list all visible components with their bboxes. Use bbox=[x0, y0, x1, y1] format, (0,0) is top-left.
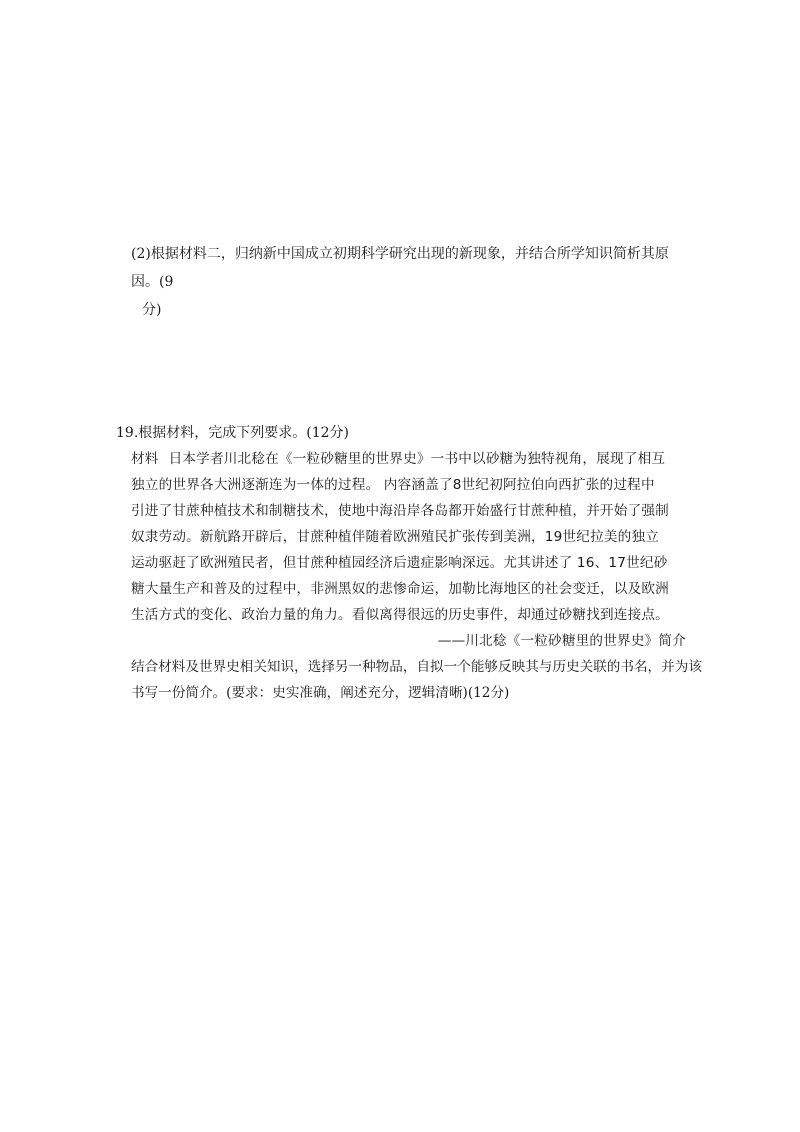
material-line: 引进了甘蔗种植技术和制糖技术，使地中海沿岸各岛都开始盛行甘蔗种植，并开始了强制 bbox=[131, 503, 669, 519]
question-2 bbox=[131, 240, 691, 324]
question-2-line-2: 分) bbox=[142, 302, 162, 318]
material-line: 生活方式的变化、政治力量的角力。看似离得很远的历史事件，却通过砂糖找到连接点。 bbox=[131, 607, 669, 623]
task-line: 书写一份简介。(要求：史实准确，阐述充分，逻辑清晰)(12分) bbox=[131, 685, 510, 701]
question-19-header: 19.根据材料，完成下列要求。(12分) bbox=[116, 425, 350, 441]
question-2-line-1: (2)根据材料二，归纳新中国成立初期科学研究出现的新现象，并结合所学知识简析其原因。(9 bbox=[131, 246, 669, 290]
material-line: 材料 日本学者川北稔在《一粒砂糖里的世界史》一书中以砂糖为独特视角，展现了相互 bbox=[131, 451, 666, 467]
material-source: ——川北稔《一粒砂糖里的世界史》简介 bbox=[437, 633, 686, 649]
question-19-task bbox=[131, 654, 702, 706]
material-line: 糖大量生产和普及的过程中，非洲黑奴的悲惨命运，加勒比海地区的社会变迁，以及欧洲 bbox=[131, 581, 669, 597]
question-19 bbox=[116, 420, 702, 706]
question-19-material bbox=[131, 446, 696, 654]
material-label: 材料 bbox=[131, 451, 159, 467]
material-line: 奴隶劳动。新航路开辟后，甘蔗种植伴随着欧洲殖民扩张传到美洲，19世纪拉美的独立 bbox=[131, 529, 660, 545]
task-line: 结合材料及世界史相关知识，选择另一种物品，自拟一个能够反映其与历史关联的书名，并为该 bbox=[131, 659, 702, 675]
material-line: 独立的世界各大洲逐渐连为一体的过程。 内容涵盖了8世纪初阿拉伯向西扩张的过程中 bbox=[131, 477, 655, 493]
material-line: 运动驱赶了欧洲殖民者，但甘蔗种植园经济后遗症影响深远。尤其讲述了 16、17世纪砂 bbox=[131, 555, 668, 571]
